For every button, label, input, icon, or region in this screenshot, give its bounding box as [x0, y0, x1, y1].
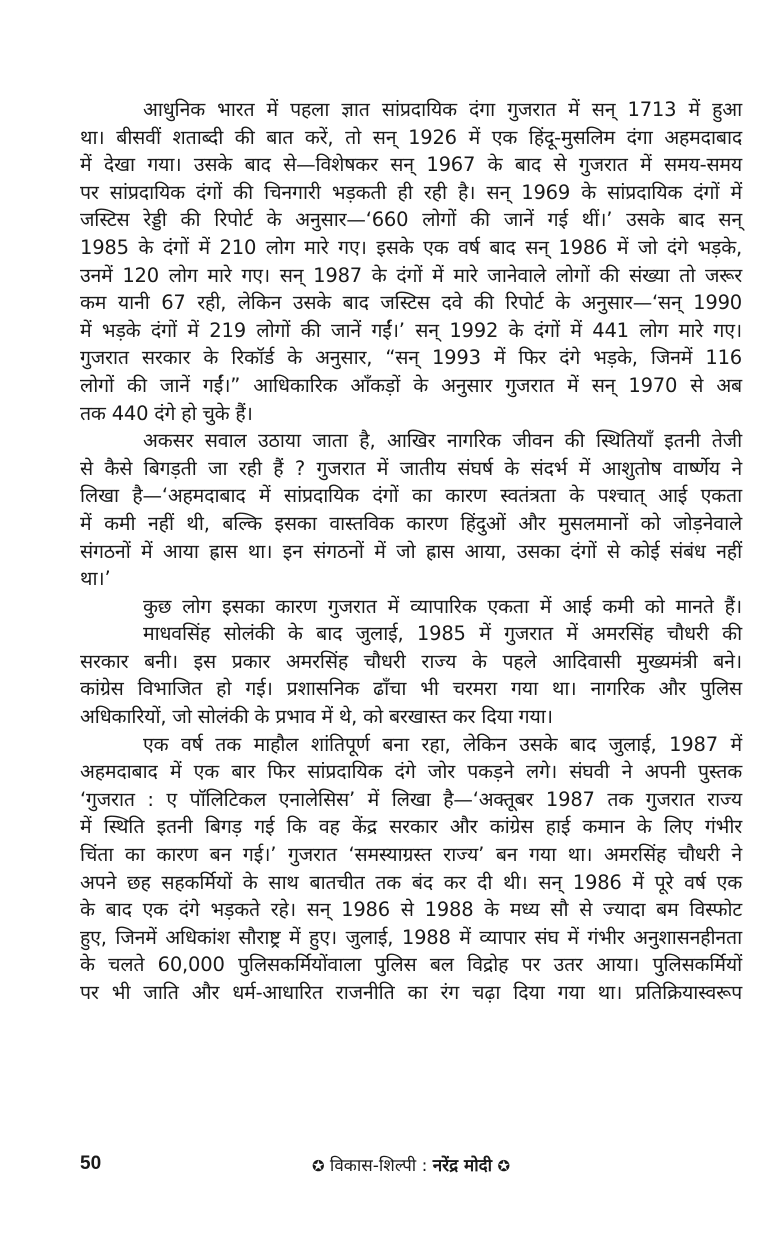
text-line: चिंता का कारण बन गई।’ गुजरात ‘समस्याग्रस्त राज्य’ बन गया था। अमरसिंह चौधरी ने — [80, 843, 742, 867]
text-line: में स्थिति इतनी बिगड़ गई कि वह केंद्र सरकार और कांग्रेस हाई कमान के लिए गंभीर — [80, 815, 742, 839]
text-line: उनमें 120 लोग मारे गए। सन् 1987 के दंगों में मारे जानेवाले लोगों की संख्या तो जरूर — [80, 263, 742, 287]
text-line: लिखा है—‘अहमदाबाद में सांप्रदायिक दंगों का कारण स्वतंत्रता के पश्चात् आई एकता — [80, 484, 742, 508]
text-line: 1985 के दंगों में 210 लोग मारे गए। इसके एक वर्ष बाद सन् 1986 में जो दंगे भड़के, — [80, 235, 742, 259]
text-line: जस्टिस रेड्डी की रिपोर्ट के अनुसार—‘660 लोगों की जानें गई थीं।’ उसके बाद सन् — [80, 208, 742, 232]
running-title — [80, 1153, 742, 1176]
text-line: के चलते 60,000 पुलिसकर्मियोंवाला पुलिस बल विद्रोह पर उतर आया। पुलिसकर्मियों — [80, 953, 742, 977]
text-line: गुजरात सरकार के रिकॉर्ड के अनुसार, “सन् 1993 में फिर दंगे भड़के, जिनमें 116 — [80, 346, 742, 370]
text-line: में देखा गया। उसके बाद से—विशेषकर सन् 1967 के बाद से गुजरात में समय-समय — [80, 153, 742, 177]
text-line: के बाद एक दंगे भड़कते रहे। सन् 1986 से 1988 के मध्य सौ से ज्यादा बम विस्फोट — [80, 898, 742, 922]
body-text — [80, 96, 742, 1007]
ornament-icon: ✪ — [497, 1157, 511, 1175]
author-name: नरेंद्र मोदी — [432, 1156, 493, 1176]
text-line: में कमी नहीं थी, बल्कि इसका वास्तविक कारण हिंदुओं और मुसलमानों को जोड़नेवाले — [80, 511, 742, 535]
text-line: कुछ लोग इसका कारण गुजरात में व्यापारिक एकता में आई कमी को मानते हैं। — [143, 594, 742, 618]
text-line: पर सांप्रदायिक दंगों की चिनगारी भड़कती ही रही है। सन् 1969 के सांप्रदायिक दंगों में — [80, 180, 742, 204]
text-line: कम यानी 67 रही, लेकिन उसके बाद जस्टिस दवे की रिपोर्ट के अनुसार—‘सन् 1990 — [80, 291, 742, 315]
text-line: तक 440 दंगे हो चुके हैं। — [80, 401, 253, 425]
text-line: ‘गुजरात : ए पॉलिटिकल एनालेसिस’ में लिखा है—‘अक्तूबर 1987 तक गुजरात राज्य — [80, 787, 742, 811]
page-number: 50 — [80, 1153, 102, 1174]
text-line: अहमदाबाद में एक बार फिर सांप्रदायिक दंगे जोर पकड़ने लगे। संघवी ने अपनी पुस्तक — [80, 760, 742, 784]
text-line: था।’ — [80, 567, 111, 591]
text-line: पर भी जाति और धर्म-आधारित राजनीति का रंग चढ़ा दिया गया था। प्रतिक्रियास्वरूप — [80, 981, 742, 1004]
book-title: विकास-शिल्पी : — [329, 1156, 433, 1176]
text-line: अपने छह सहकर्मियों के साथ बातचीत तक बंद कर दी थी। सन् 1986 में पूरे वर्ष एक — [80, 870, 742, 894]
text-line: लोगों की जानें गईं।” आधिकारिक आँकड़ों के अनुसार गुजरात में सन् 1970 से अब — [80, 373, 742, 397]
text-line: सरकार बनी। इस प्रकार अमरसिंह चौधरी राज्य के पहले आदिवासी मुख्यमंत्री बने। — [80, 649, 742, 673]
ornament-icon: ✪ — [311, 1157, 325, 1175]
text-line: में भड़के दंगों में 219 लोगों की जानें गईं।’ सन् 1992 के दंगों में 441 लोग मारे गए। — [80, 318, 742, 342]
text-line: माधवसिंह सोलंकी के बाद जुलाई, 1985 में गुजरात में अमरसिंह चौधरी की — [143, 622, 742, 646]
text-line: अधिकारियों, जो सोलंकी के प्रभाव में थे, को बरखास्त कर दिया गया। — [80, 705, 553, 729]
text-line: संगठनों में आया ह्रास था। इन संगठनों में जो ह्रास आया, उसका दंगों से कोई संबंध नहीं — [80, 539, 742, 563]
text-line: से कैसे बिगड़ती जा रही हैं ? गुजरात में जातीय संघर्ष के संदर्भ में आशुतोष वार्ष्णेय ने — [80, 456, 742, 480]
text-line: कांग्रेस विभाजित हो गई। प्रशासनिक ढाँचा भी चरमरा गया था। नागरिक और पुलिस — [80, 677, 742, 701]
text-line: अकसर सवाल उठाया जाता है, आखिर नागरिक जीवन की स्थितियाँ इतनी तेजी — [143, 429, 742, 453]
text-line: आधुनिक भारत में पहला ज्ञात सांप्रदायिक दंगा गुजरात में सन् 1713 में हुआ — [143, 98, 742, 121]
text-line: हुए, जिनमें अधिकांश सौराष्ट्र में हुए। जुलाई, 1988 में व्यापार संघ में गंभीर अनुशासनहीनता — [80, 925, 742, 949]
page-footer — [80, 1153, 742, 1183]
text-line: था। बीसवीं शताब्दी की बात करें, तो सन् 1926 में एक हिंदू-मुसलिम दंगा अहमदाबाद — [80, 125, 742, 149]
text-line: एक वर्ष तक माहौल शांतिपूर्ण बना रहा, लेकिन उसके बाद जुलाई, 1987 में — [143, 732, 742, 756]
